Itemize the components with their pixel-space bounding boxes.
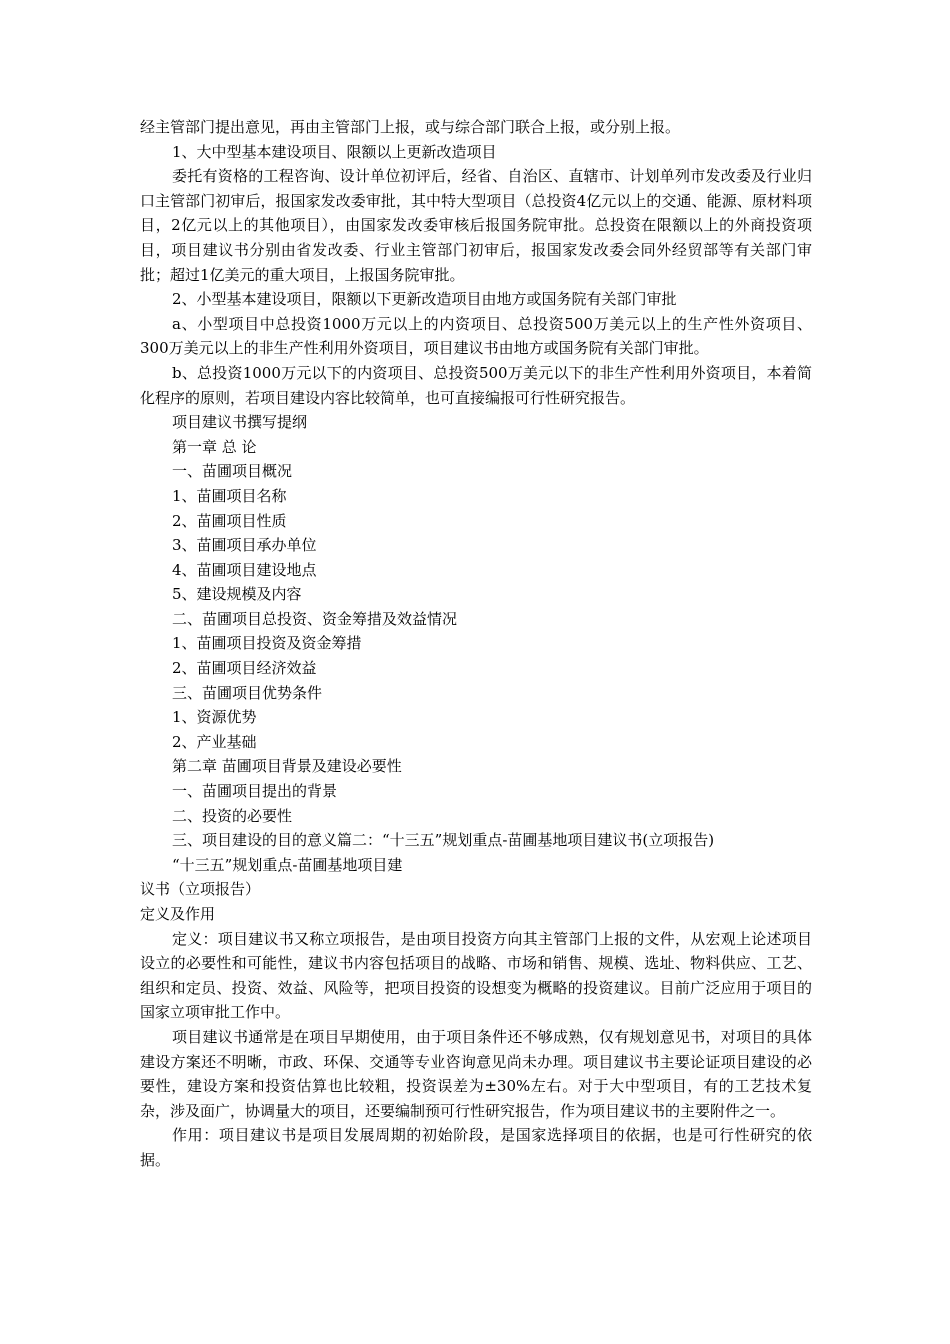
outline-item: 三、苗圃项目优势条件 (172, 683, 323, 702)
outline-item: 2、苗圃项目性质 (172, 511, 287, 530)
outline-item: 2、产业基础 (172, 732, 257, 751)
paragraph-function: 作用：项目建议书是项目发展周期的初始阶段，是国家选择项目的依据，也是可行性研究的依据。 (140, 1126, 812, 1169)
paragraph-item-a: a、小型项目中总投资1000万元以上的内资项目、总投资500万美元以上的生产性外资项目、300万美元以上的非生产性利用外资项目，项目建议书由地方或国务院有关部门审批。 (140, 314, 812, 358)
document-title-line-1: “十三五”规划重点-苗圃基地项目建 (172, 855, 403, 874)
heading-chapter-2: 第二章 苗圃项目背景及建设必要性 (172, 757, 402, 776)
paragraph-approval-process: 委托有资格的工程咨询、设计单位初评后，经省、自治区、直辖市、计划单列市发改委及行业归口主管部门初审后，报国家发改委审批，其中特大型项目（总投资4亿元以上的交通、能源、原材料项目，2亿元以上的其他项目），由国家发改委审核后报国务院审批。总投资在限额以上的外商投资项目，项目建议书分别由省发改委、行业主管部门初审后，报国家发改委会同外经贸部等有关部门审批；超过1亿美元的重大项目，上报国务院审批。 (140, 167, 812, 284)
heading-chapter-1: 第一章 总 论 (172, 437, 257, 456)
outline-item: 3、苗圃项目承办单位 (172, 536, 317, 555)
heading-small-projects: 2、小型基本建设项目，限额以下更新改造项目由地方或国务院有关部门审批 (172, 290, 677, 309)
document-title-line-2: 议书（立项报告） (140, 880, 261, 899)
outline-item: 二、投资的必要性 (172, 806, 293, 825)
outline-item: 2、苗圃项目经济效益 (172, 659, 317, 678)
outline-item: 二、苗圃项目总投资、资金筹措及效益情况 (172, 609, 458, 628)
heading-definition: 定义及作用 (140, 905, 216, 923)
heading-large-medium-projects: 1、大中型基本建设项目、限额以上更新改造项目 (172, 142, 497, 161)
outline-item: 三、项目建设的目的意义篇二：“十三五”规划重点-苗圃基地项目建议书(立项报告) (172, 831, 715, 850)
outline-item: 1、苗圃项目投资及资金筹措 (172, 634, 362, 653)
outline-item: 一、苗圃项目概况 (172, 462, 293, 481)
outline-item: 1、资源优势 (172, 708, 257, 727)
outline-item: 5、建设规模及内容 (172, 585, 302, 604)
paragraph-definition: 定义：项目建议书又称立项报告，是由项目投资方向其主管部门上报的文件，从宏观上论述项目设立的必要性和可能性，建议书内容包括项目的战略、市场和销售、规模、选址、物料供应、工艺、组织和定员、投资、效益、风险等，把项目投资的设想变为概略的投资建议。目前广泛应用于项目的国家立项审批工作中。 (140, 929, 812, 1022)
heading-outline: 项目建议书撰写提纲 (172, 413, 308, 432)
paragraph-usage: 项目建议书通常是在项目早期使用，由于项目条件还不够成熟，仅有规划意见书，对项目的具体建设方案还不明晰，市政、环保、交通等专业咨询意见尚未办理。项目建议书主要论证项目建设的必要性，建设方案和投资估算也比较粗，投资误差为±30%左右。对于大中型项目，有的工艺技术复杂，涉及面广，协调量大的项目，还要编制预可行性研究报告，作为项目建议书的主要附件之一。 (140, 1027, 812, 1120)
paragraph-item-b: b、总投资1000万元以下的内资项目、总投资500万美元以下的非生产性利用外资项目，本着简化程序的原则，若项目建设内容比较简单，也可直接编报可行性研究报告。 (140, 363, 812, 407)
document-body (140, 115, 812, 1173)
outline-item: 4、苗圃项目建设地点 (172, 560, 317, 579)
paragraph-continuation: 经主管部门提出意见，再由主管部门上报，或与综合部门联合上报，或分别上报。 (140, 118, 681, 136)
outline-item: 1、苗圃项目名称 (172, 486, 287, 505)
outline-item: 一、苗圃项目提出的背景 (172, 782, 338, 801)
